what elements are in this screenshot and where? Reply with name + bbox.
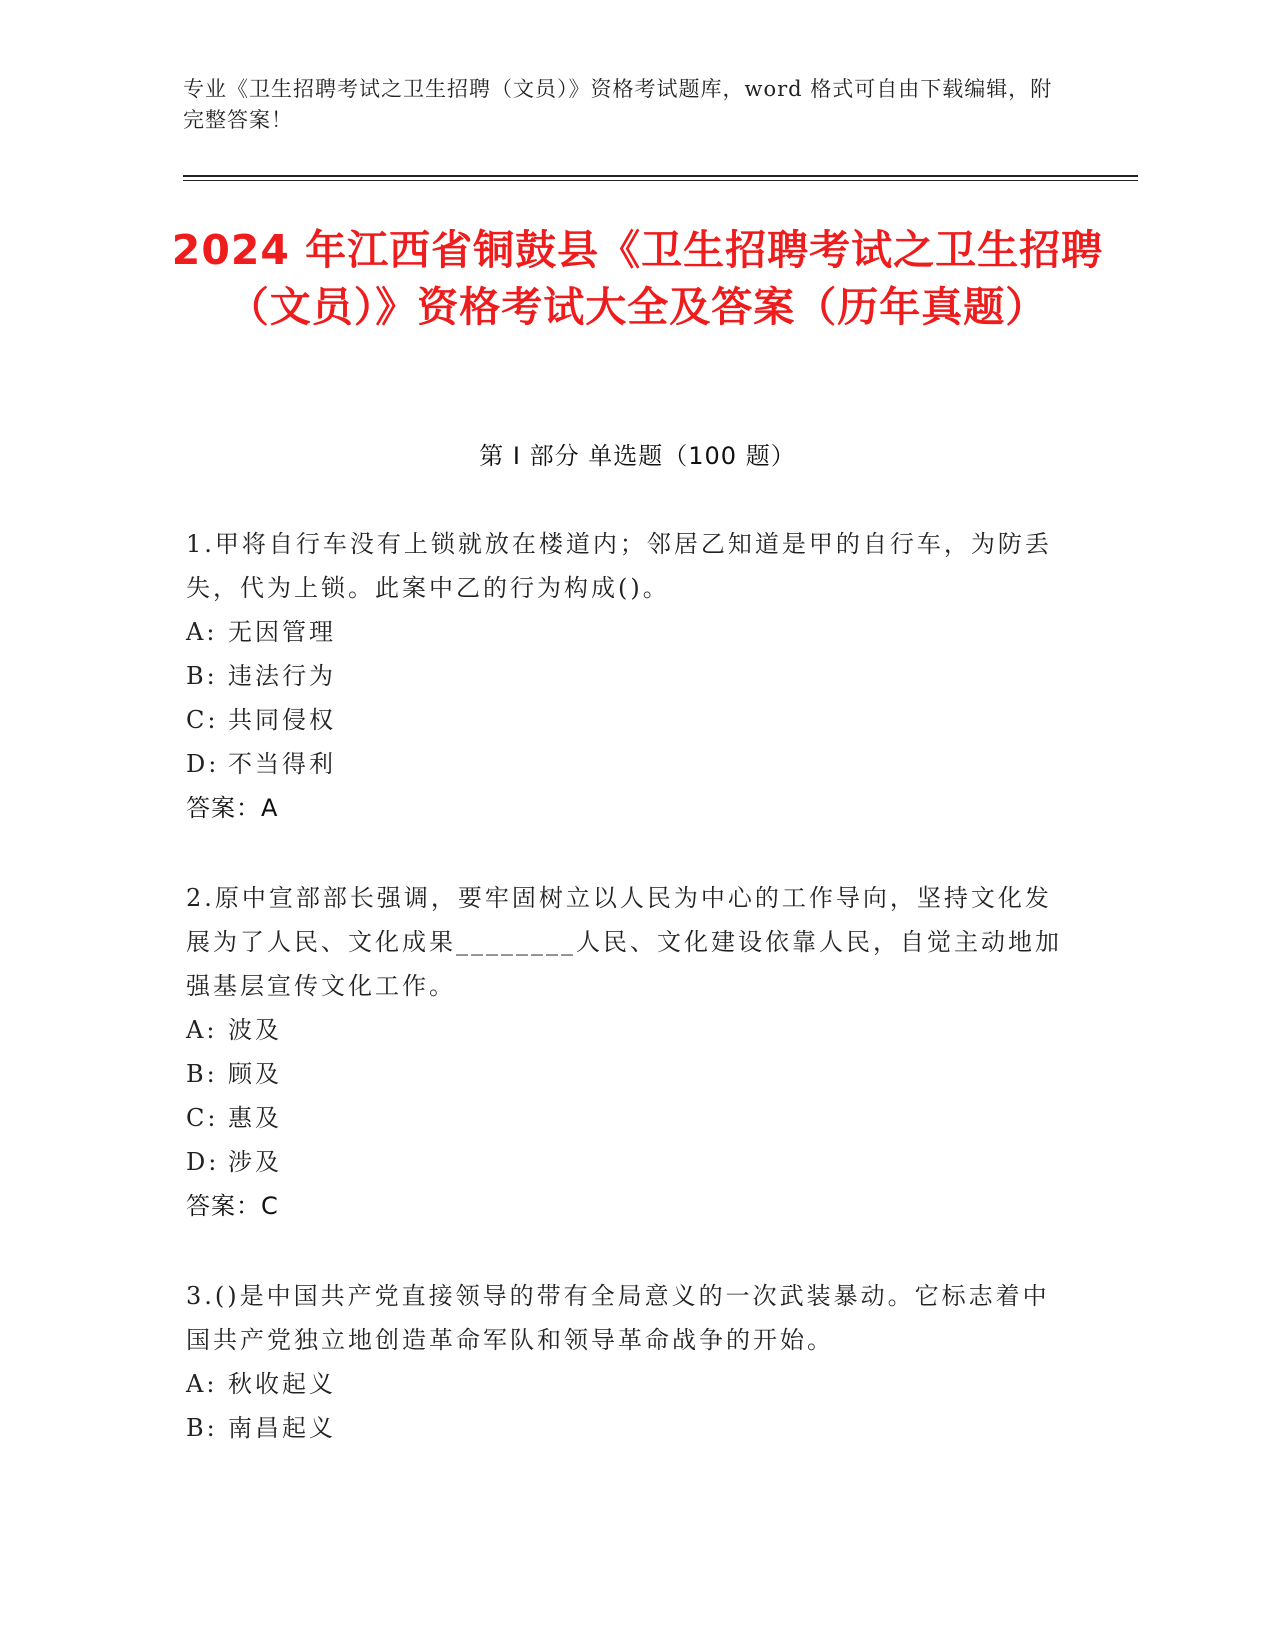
- question-item: [186, 876, 1066, 1228]
- question-item: [186, 1274, 1066, 1450]
- option-key: D:: [186, 1148, 220, 1176]
- option-text: 违法行为: [228, 662, 336, 690]
- option-key: C:: [186, 706, 219, 734]
- option-key: A:: [186, 618, 218, 646]
- option-b: [186, 1406, 1066, 1450]
- option-a: [186, 610, 1066, 654]
- option-text: 无因管理: [228, 618, 336, 646]
- document-title: 2024 年江西省铜鼓县《卫生招聘考试之卫生招聘（文员）》资格考试大全及答案（历年真题）: [171, 226, 1104, 331]
- question-stem: 3.()是中国共产党直接领导的带有全局意义的一次武装暴动。它标志着中国共产党独立地创造革命军队和领导革命战争的开始。: [186, 1282, 1050, 1354]
- question-item: [186, 522, 1066, 830]
- option-text: 顾及: [228, 1060, 282, 1088]
- option-a: [186, 1362, 1066, 1406]
- option-text: 秋收起义: [228, 1370, 336, 1398]
- question-stem: 1.甲将自行车没有上锁就放在楼道内；邻居乙知道是甲的自行车，为防丢失，代为上锁。此案中乙的行为构成()。: [186, 530, 1052, 602]
- answer-line: 答案：C: [186, 1192, 279, 1220]
- answer-line: 答案：A: [186, 794, 279, 822]
- option-c: [186, 698, 1066, 742]
- option-text: 不当得利: [228, 750, 336, 778]
- option-key: C:: [186, 1104, 219, 1132]
- option-d: [186, 742, 1066, 786]
- option-b: [186, 654, 1066, 698]
- option-key: B:: [186, 1414, 218, 1442]
- question-stem: 2.原中宣部部长强调，要牢固树立以人民为中心的工作导向，坚持文化发展为了人民、文化成果________人民、文化建设依靠人民，自觉主动地加强基层宣传文化工作。: [186, 884, 1062, 1000]
- option-text: 惠及: [228, 1104, 282, 1132]
- option-key: A:: [186, 1016, 218, 1044]
- section-title: 第 I 部分 单选题（100 题）: [479, 442, 796, 470]
- option-key: A:: [186, 1370, 218, 1398]
- option-b: [186, 1052, 1066, 1096]
- option-text: 波及: [228, 1016, 282, 1044]
- question-list: [186, 522, 1066, 1496]
- header-divider-thin: [183, 180, 1138, 181]
- option-key: D:: [186, 750, 220, 778]
- header-note: 专业《卫生招聘考试之卫生招聘（文员）》资格考试题库，word 格式可自由下载编辑，附完整答案！: [183, 77, 1053, 132]
- option-a: [186, 1008, 1066, 1052]
- option-c: [186, 1096, 1066, 1140]
- option-text: 共同侵权: [228, 706, 336, 734]
- option-d: [186, 1140, 1066, 1184]
- option-text: 涉及: [228, 1148, 282, 1176]
- header-divider: [183, 175, 1138, 177]
- option-text: 南昌起义: [228, 1414, 336, 1442]
- option-key: B:: [186, 1060, 218, 1088]
- option-key: B:: [186, 662, 218, 690]
